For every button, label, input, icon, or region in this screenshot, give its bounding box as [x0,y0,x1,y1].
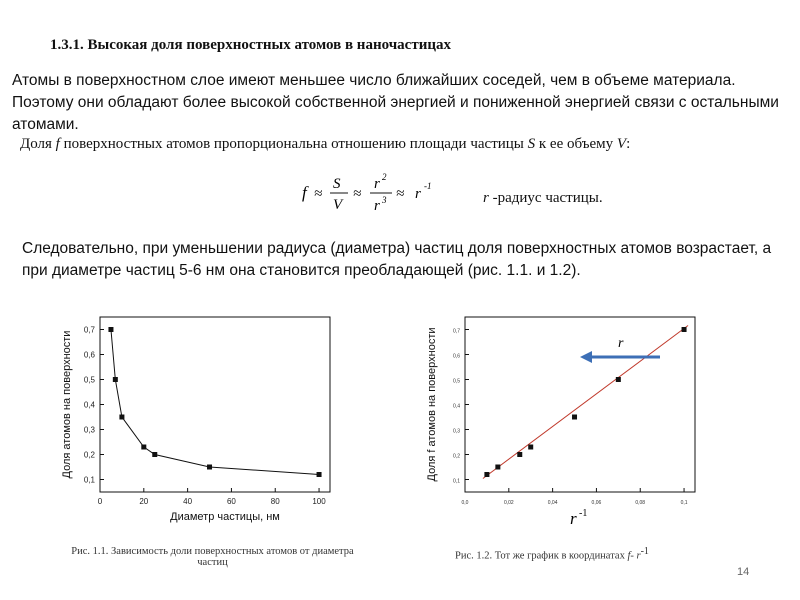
data-point [517,452,522,457]
x-axis-label-exp: -1 [579,508,588,519]
x-tick-label: 0,08 [635,500,646,506]
y-tick-label: 0,7 [83,325,95,335]
y-tick-label: 0,1 [453,478,460,485]
x-tick-label: 60 [226,497,236,506]
radius-symbol: r [483,190,489,206]
data-point [484,472,489,477]
fraction-formula [300,168,460,218]
radius-text: -радиус частицы. [488,190,603,206]
chart-fraction-vs-inverse-radius [420,305,710,535]
figure-2-caption-sep: - [630,550,637,562]
y-tick-label: 0,7 [453,328,460,335]
series-line [111,330,319,475]
figure-2-caption-r: r [636,550,641,562]
x-axis-label: r [570,509,577,528]
data-point [495,465,500,470]
paragraph-fraction-suffix: : [626,136,631,152]
paragraph-fraction-middle: поверхностных атомов пропорциональна отношению площади частицы [59,136,528,152]
y-tick-label: 0,4 [453,403,460,410]
data-point [528,445,533,450]
fit-line [483,326,688,479]
symbol-f: f [55,136,60,152]
figure-1-caption: Рис. 1.1. Зависимость доли поверхностных атомов от диаметра частиц [71,546,354,568]
symbol-v: V [616,136,627,152]
y-tick-label: 0,6 [453,353,460,360]
paragraph-surface-atoms: Атомы в поверхностном слое имеют меньшее число ближайших соседей, чем в объеме материала. Поэтому они обладают более высокой собственной энергией и пониженной энергией связи с остальными атомами. [12,72,779,133]
formula-r: r [415,186,421,202]
x-tick-label: 0,06 [591,500,602,506]
y-tick-label: 0,5 [83,375,95,385]
paragraph-fraction-middle2: к ее объему [535,136,617,152]
x-tick-label: 100 [312,497,326,506]
y-tick-label: 0,6 [83,350,95,360]
x-tick-label: 0,0 [461,500,469,506]
formula-r3: r [374,198,380,214]
figure-2-caption-prefix: Рис. 1.2. Тот же график в координатах [455,550,628,562]
data-point [108,327,113,332]
arrow-label: r [618,336,624,351]
formula-approx-1: ≈ [314,186,323,202]
page-number: 14 [737,566,750,578]
data-point [207,465,212,470]
plot-frame [100,317,330,492]
data-point [141,445,146,450]
figure-2-caption-exp: -1 [640,546,649,557]
figure-2-caption-f: f [627,550,631,562]
y-tick-label: 0,3 [83,425,95,435]
section-heading: 1.3.1. Высокая доля поверхностных атомов в наночастицах [50,37,451,53]
chart-fraction-vs-diameter [55,305,345,535]
data-point [682,327,687,332]
figure-2-caption [455,546,715,562]
formula-r2-exp: 2 [382,172,387,182]
y-tick-label: 0,1 [83,475,95,485]
paragraph-fraction-prefix: Доля [20,136,56,152]
y-tick-label: 0,3 [453,428,460,435]
formula-r3-exp: 3 [382,195,387,205]
x-tick-label: 0,04 [547,500,558,506]
y-tick-label: 0,5 [453,378,460,385]
y-tick-label: 0,2 [83,450,95,460]
x-tick-label: 0,1 [680,500,688,506]
data-point [113,377,118,382]
data-point [572,415,577,420]
arrow-left-icon [580,351,592,363]
formula-approx-3: ≈ [396,186,405,202]
paragraph-conclusion: Следовательно, при уменьшении радиуса (диаметра) частиц доля поверхностных атомов возрастает, а при диаметре частиц 5-6 нм она становится преобладающей (рис. 1.1. и 1.2). [22,240,772,279]
symbol-s: S [527,136,536,152]
data-point [119,415,124,420]
y-tick-label: 0,4 [83,400,95,410]
paragraph-fraction [20,136,630,153]
data-point [317,472,322,477]
x-tick-label: 20 [139,497,149,506]
formula-approx-2: ≈ [353,186,362,202]
formula-v: V [333,197,343,213]
x-tick-label: 40 [183,497,193,506]
formula-s: S [333,176,341,192]
x-tick-label: 80 [270,497,280,506]
y-tick-label: 0,2 [453,453,460,460]
formula-r2: r [374,176,380,192]
x-axis-label: Диаметр частицы, нм [170,511,280,523]
data-point [152,452,157,457]
data-point [616,377,621,382]
x-tick-label: 0,02 [503,500,514,506]
x-tick-label: 0 [97,497,103,506]
y-axis-label: Доля f атомов на поверхности [426,327,438,482]
formula-f: f [302,183,307,202]
y-axis-label: Доля атомов на поверхности [61,330,73,479]
radius-note [483,190,603,207]
formula-r-exp: -1 [424,181,432,191]
